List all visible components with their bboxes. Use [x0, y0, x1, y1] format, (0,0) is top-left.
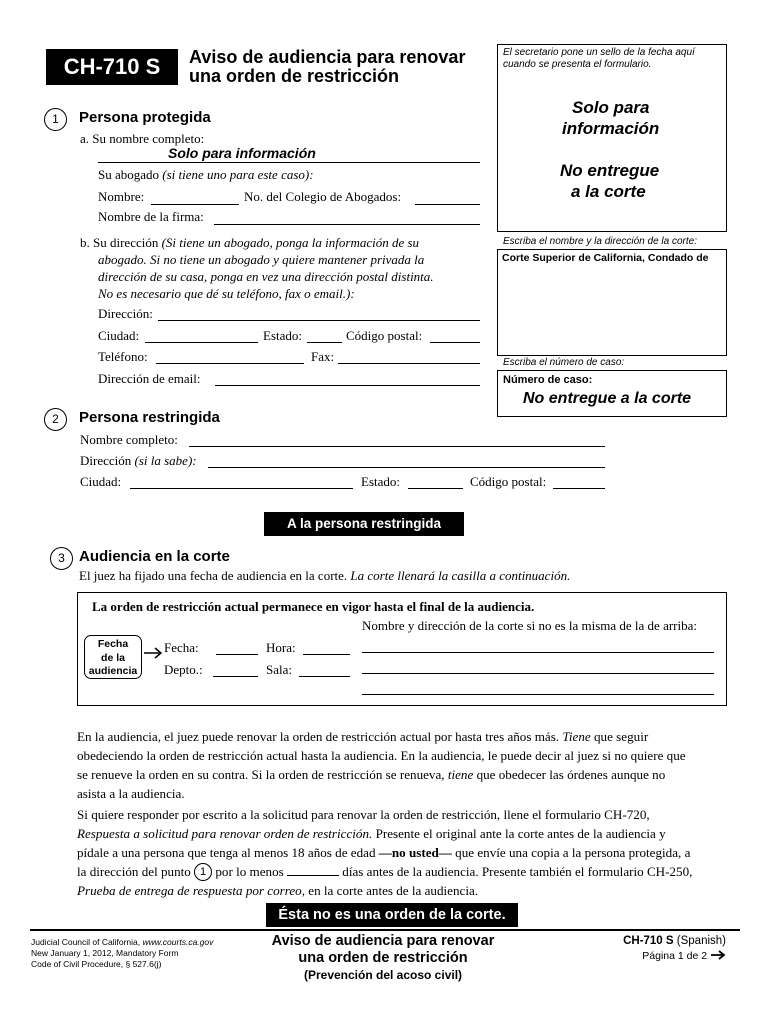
section-3-intro-text: El juez ha fijado una fecha de audiencia en la corte.	[79, 568, 351, 583]
footer-center-line1: Aviso de audiencia para renovar	[271, 933, 495, 949]
section-1a-label: a. Su nombre completo:	[80, 131, 205, 146]
city-label: Ciudad:	[98, 328, 140, 343]
clerk-stamp-note-line2: cuando se presenta el formulario.	[503, 59, 652, 70]
bar-number-field[interactable]	[415, 204, 480, 205]
address-field[interactable]	[158, 320, 480, 321]
renewal-paragraph	[77, 727, 727, 803]
no-deliver-line1: No entregue	[560, 161, 660, 180]
hearing-time-label: Hora:	[266, 640, 296, 655]
lawyer-name-field[interactable]	[151, 204, 239, 205]
response-paragraph	[77, 805, 727, 900]
section-3-badge: 3	[50, 547, 73, 570]
not-court-order-banner	[266, 903, 518, 927]
hearing-court-field-line3[interactable]	[362, 694, 714, 695]
info-only-line1: Solo para	[572, 98, 650, 117]
footer-left-line3: Code of Civil Procedure, § 527.6(j)	[31, 959, 162, 969]
response-paragraph-line4	[77, 862, 727, 881]
hearing-dept-label: Depto.:	[164, 662, 203, 677]
renewal-p1-line3c: que obedecer las órdenes aunque no	[473, 767, 666, 782]
response-paragraph-line3	[77, 843, 727, 862]
protected-name-value: Solo para información	[168, 145, 316, 161]
renewal-paragraph-line2: obedeciendo la orden de restricción actual hasta la audiencia. En la audiencia, le puede decir al juez si no quiere que	[77, 748, 686, 763]
email-label: Dirección de email:	[98, 371, 201, 386]
renewal-p1-line3b: tiene	[447, 767, 474, 782]
hearing-date-label: Fecha:	[164, 640, 199, 655]
response-p2-line3b: —no usted—	[378, 845, 452, 860]
renewal-p1-a: En la audiencia, el juez puede renovar la orden de restricción actual por hasta tres años más.	[77, 729, 563, 744]
phone-field[interactable]	[156, 363, 304, 364]
response-paragraph-line2	[77, 824, 727, 843]
hearing-room-label: Sala:	[266, 662, 292, 677]
renewal-paragraph-line3	[77, 765, 727, 784]
bar-number-label: No. del Colegio de Abogados:	[244, 189, 402, 204]
footer-left-line2: New January 1, 2012, Mandatory Form	[31, 948, 179, 958]
clerk-stamp-note-line1: El secretario pone un sello de la fecha aquí	[503, 47, 695, 58]
section-1-badge: 1	[44, 108, 67, 131]
restrained-state-field[interactable]	[408, 488, 463, 489]
section-2-title: Persona restringida	[79, 409, 220, 426]
footer-website: www.courts.ca.gov	[142, 937, 214, 947]
response-paragraph-line5	[77, 881, 727, 900]
footer-form-code: CH-710 S	[623, 935, 674, 947]
hearing-date-field[interactable]	[216, 654, 258, 655]
form-code: CH-710 S	[63, 54, 161, 79]
restrained-name-field[interactable]	[189, 446, 605, 447]
footer-right-line2	[642, 950, 726, 962]
arrow-right-icon	[710, 950, 726, 960]
hearing-court-note: Nombre y dirección de la corte si no es la misma de la de arriba:	[362, 618, 697, 633]
restrained-address-note: (si la sabe):	[134, 453, 197, 468]
renewal-paragraph-line1	[77, 727, 727, 746]
response-paragraph-line1: Si quiere responder por escrito a la solicitud para renovar la orden de restricción, llene el formulario CH-720,	[77, 807, 650, 822]
section-3-title: Audiencia en la corte	[79, 548, 230, 565]
case-number-watermark: No entregue a la corte	[523, 390, 692, 407]
response-p2-line2a: Respuesta a solicitud para renovar orden de restricción.	[77, 826, 373, 841]
protected-name-field[interactable]	[98, 162, 480, 163]
court-box-label: Escriba el nombre y la dirección de la corte:	[503, 236, 697, 247]
section-1-title: Persona protegida	[79, 109, 211, 126]
section-1b-note-line4: No es necesario que dé su teléfono, fax o email.):	[98, 286, 355, 301]
phone-label: Teléfono:	[98, 349, 148, 364]
response-p2-line3c: que envíe una copia a la persona protegida, a	[451, 845, 691, 860]
restrained-address-label	[80, 453, 197, 469]
not-court-order-banner-text: Ésta no es una orden de la corte.	[278, 907, 506, 923]
lawyer-prefix: Su abogado	[98, 167, 163, 182]
renewal-p1-b: Tiene	[562, 729, 591, 744]
fax-label: Fax:	[311, 349, 335, 364]
response-p2-line5b: en la corte antes de la audiencia.	[305, 883, 479, 898]
response-p2-line2b: Presente el original ante la corte antes de la audiencia y	[372, 826, 666, 841]
hearing-date-box-line1: Fecha	[97, 638, 129, 650]
info-only-line2: información	[562, 119, 660, 138]
section-1b-label	[80, 235, 419, 251]
case-number-label: Número de caso:	[503, 374, 593, 386]
days-field[interactable]	[287, 863, 339, 876]
section-1b-note-line3: dirección de su casa, ponga en vez una dirección postal distinta.	[98, 269, 434, 284]
zip-label: Código postal:	[346, 328, 423, 343]
case-box-label: Escriba el número de caso:	[503, 357, 625, 368]
section-2-badge: 2	[44, 408, 67, 431]
footer-center-line2: una orden de restricción	[298, 950, 468, 966]
form-title-line1: Aviso de audiencia para renovar	[189, 47, 466, 67]
footer-right-line1	[623, 935, 726, 947]
form-code-badge	[46, 49, 178, 85]
hearing-dept-field[interactable]	[213, 676, 258, 677]
response-p2-line4a: la dirección del punto	[77, 864, 195, 879]
footer-left-line1	[31, 937, 213, 947]
hearing-date-box	[84, 635, 142, 679]
restrained-address-field[interactable]	[208, 467, 605, 468]
zip-field[interactable]	[430, 342, 480, 343]
restrained-name-label: Nombre completo:	[80, 432, 178, 447]
section-1b-prefix: b. Su dirección	[80, 235, 162, 250]
hearing-time-field[interactable]	[303, 654, 350, 655]
footer-page: Página 1 de 2	[642, 950, 708, 962]
firm-name-field[interactable]	[214, 224, 480, 225]
renewal-p1-line3a: se renueve la orden en su contra. Si la orden de restricción se renueva,	[77, 767, 448, 782]
hearing-room-field[interactable]	[299, 676, 350, 677]
response-p2-line4c: días antes de la audiencia. Presente también el formulario CH-250,	[339, 864, 693, 879]
no-deliver-line2: a la corte	[571, 182, 646, 201]
section-1b-note-line2: abogado. Si no tiene un abogado y quiere mantener privada la	[98, 252, 425, 267]
section-3-intro-italic: La corte llenará la casilla a continuación.	[350, 568, 571, 583]
renewal-p1-c: que seguir	[590, 729, 649, 744]
response-p2-line4b: por lo menos	[212, 864, 287, 879]
response-p2-line3a: pídale a una persona que tenga al menos 18 años de edad	[77, 845, 379, 860]
hearing-court-field-line2[interactable]	[362, 673, 714, 674]
footer-center	[230, 933, 536, 984]
firm-name-label: Nombre de la firma:	[98, 209, 204, 224]
lawyer-label	[98, 167, 314, 183]
restrained-city-label: Ciudad:	[80, 474, 122, 489]
response-p2-line5a: Prueba de entrega de respuesta por correo,	[77, 883, 306, 898]
fax-field[interactable]	[338, 363, 480, 364]
city-field[interactable]	[145, 342, 258, 343]
restrained-state-label: Estado:	[361, 474, 400, 489]
hearing-court-field-line1[interactable]	[362, 652, 714, 653]
lawyer-name-label: Nombre:	[98, 189, 145, 204]
inline-section-badge: 1	[194, 863, 212, 881]
address-label: Dirección:	[98, 306, 153, 321]
footer-center-line3: (Prevención del acoso civil)	[303, 968, 463, 982]
hearing-date-box-line2: de la	[101, 651, 125, 664]
arrow-right-icon	[143, 647, 163, 659]
restrained-person-banner	[264, 512, 464, 536]
lawyer-note: (si tiene uno para este caso):	[162, 167, 314, 182]
form-title-line2: una orden de restricción	[189, 66, 400, 86]
state-field[interactable]	[307, 342, 342, 343]
restrained-city-field[interactable]	[130, 488, 353, 489]
restrained-person-banner-text: A la persona restringida	[286, 516, 442, 531]
restrained-zip-field[interactable]	[553, 488, 605, 489]
footer-language: (Spanish)	[673, 935, 726, 947]
email-field[interactable]	[215, 385, 480, 386]
hearing-date-box-line3: audiencia	[88, 665, 138, 677]
section-1b-note-line1: (Si tiene un abogado, ponga la información de su	[161, 235, 420, 250]
court-box[interactable]	[497, 249, 727, 356]
restrained-zip-label: Código postal:	[470, 474, 547, 489]
state-label: Estado:	[263, 328, 302, 343]
footer-council: Judicial Council of California,	[31, 937, 143, 947]
section-3-intro	[79, 568, 570, 584]
court-box-value: Corte Superior de California, Condado de	[502, 252, 709, 264]
restrained-address-prefix: Dirección	[80, 453, 135, 468]
footer-rule	[30, 929, 740, 931]
hearing-box-heading: La orden de restricción actual permanece en vigor hasta el final de la audiencia.	[92, 599, 535, 614]
renewal-paragraph-line4: asista a la audiencia.	[77, 786, 185, 801]
